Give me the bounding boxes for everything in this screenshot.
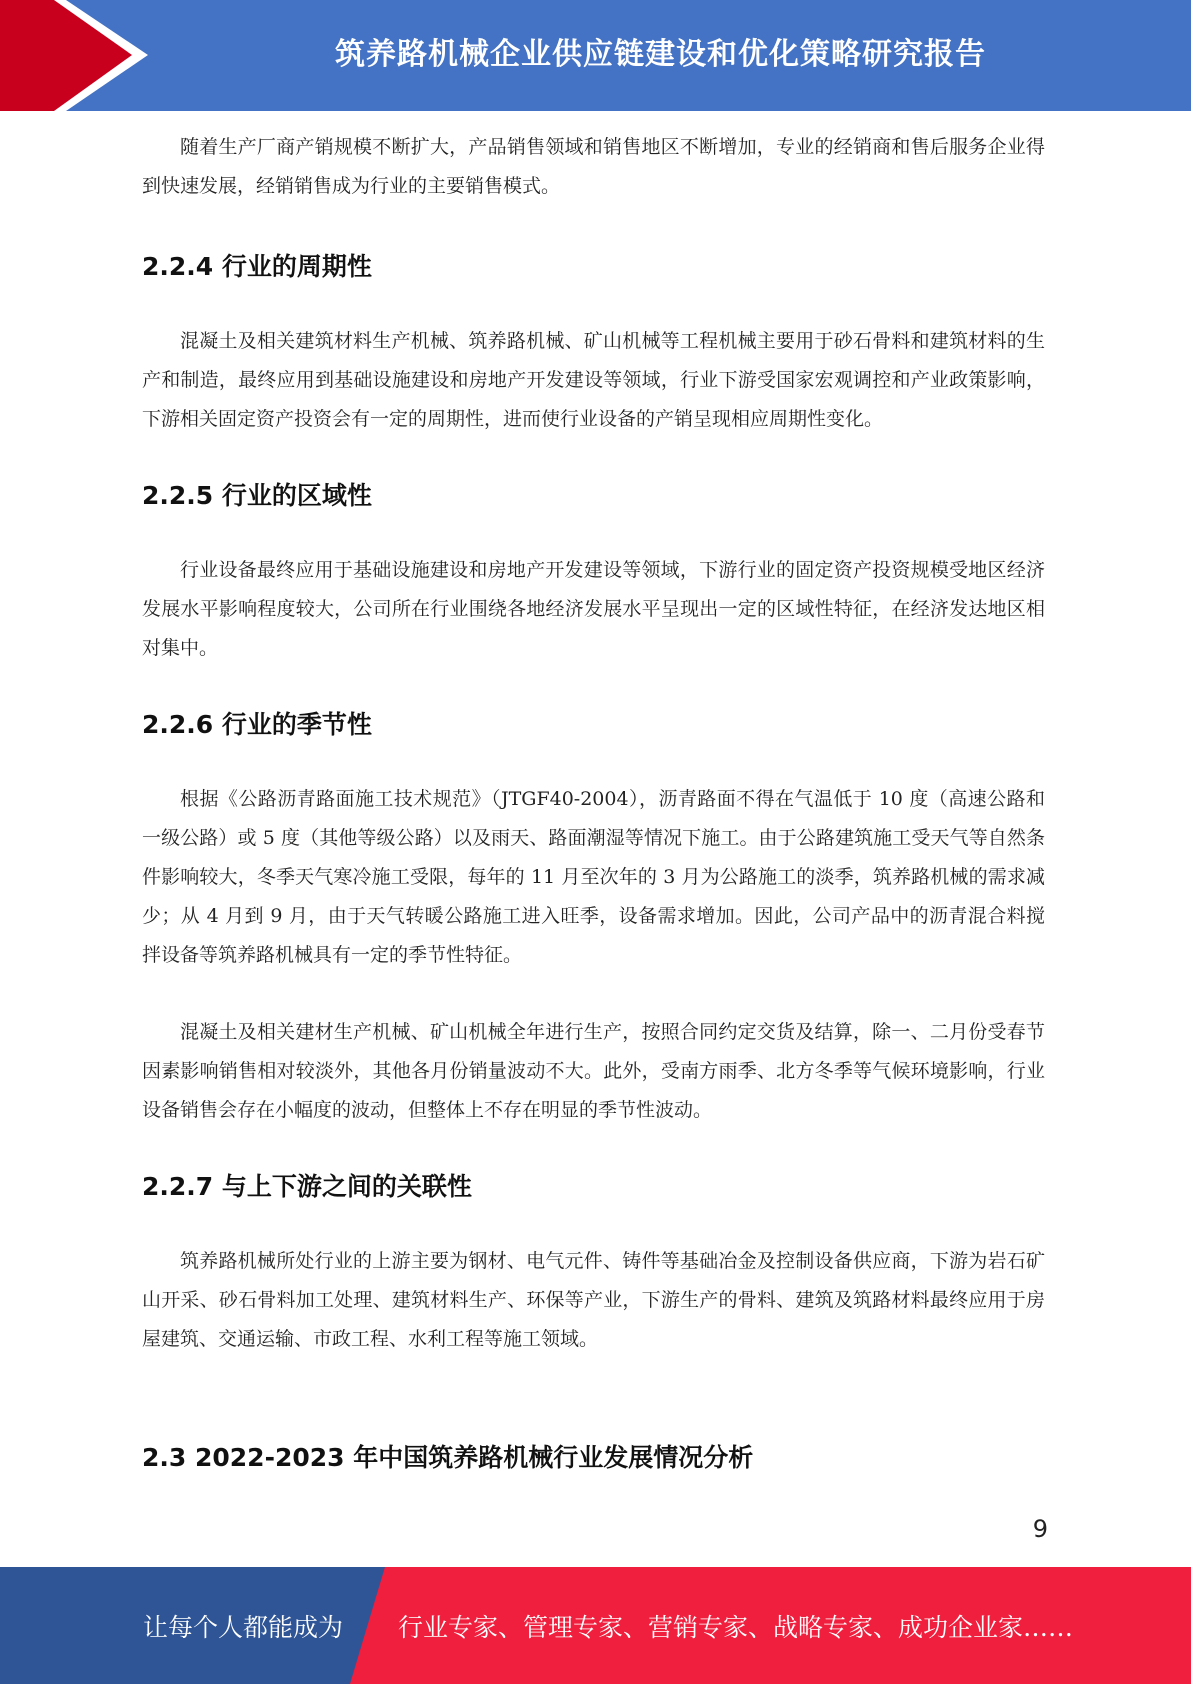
header-chevron-icon	[0, 0, 160, 111]
paragraph-2-2-7: 筑养路机械所处行业的上游主要为钢材、电气元件、铸件等基础冶金及控制设备供应商，下游为岩石矿山开采、砂石骨料加工处理、建筑材料生产、环保等产业，下游生产的骨料、建筑及筑路材料最终应用于房屋建筑、交通运输、市政工程、水利工程等施工领域。	[142, 1250, 1045, 1350]
section-heading-2-2-5: 2.2.5 行业的区域性	[142, 481, 372, 510]
page-number: 9	[1032, 1515, 1048, 1543]
footer-slogan-left: 让每个人都能成为	[143, 1612, 344, 1642]
page-footer	[0, 1567, 1191, 1684]
section-heading-2-3: 2.3 2022-2023 年中国筑养路机械行业发展情况分析	[142, 1443, 754, 1472]
paragraph-2-2-4: 混凝土及相关建筑材料生产机械、筑养路机械、矿山机械等工程机械主要用于砂石骨料和建筑材料的生产和制造，最终应用到基础设施建设和房地产开发建设等领域，行业下游受国家宏观调控和产业政策影响，下游相关固定资产投资会有一定的周期性，进而使行业设备的产销呈现相应周期性变化。	[142, 330, 1045, 430]
paragraph-2-2-5: 行业设备最终应用于基础设施建设和房地产开发建设等领域，下游行业的固定资产投资规模受地区经济发展水平影响程度较大，公司所在行业围绕各地经济发展水平呈现出一定的区域性特征，在经济发达地区相对集中。	[142, 559, 1045, 659]
section-heading-2-2-6: 2.2.6 行业的季节性	[142, 710, 372, 739]
page-content	[142, 128, 1045, 1475]
section-heading-2-2-7: 2.2.7 与上下游之间的关联性	[142, 1172, 472, 1201]
page-header	[0, 0, 1191, 111]
paragraph-2-2-6-b: 混凝土及相关建材生产机械、矿山机械全年进行生产，按照合同约定交货及结算，除一、二月份受春节因素影响销售相对较淡外，其他各月份销量波动不大。此外，受南方雨季、北方冬季等气候环境影响，行业设备销售会存在小幅度的波动，但整体上不存在明显的季节性波动。	[142, 1021, 1045, 1121]
paragraph-2-2-6-a: 根据《公路沥青路面施工技术规范》（JTGF40-2004），沥青路面不得在气温低于 10 度（高速公路和一级公路）或 5 度（其他等级公路）以及雨天、路面潮湿等情况下施工。由于公路建筑施工受天气等自然条件影响较大，冬季天气寒冷施工受限，每年的 11 月至次年的 3 月为公路施工的淡季，筑养路机械的需求减少；从 4 月到 9 月，由于天气转暖公路施工进入旺季，设备需求增加。因此，公司产品中的沥青混合料搅拌设备等筑养路机械具有一定的季节性特征。	[142, 788, 1045, 966]
footer-slogan-right: 行业专家、管理专家、营销专家、战略专家、成功企业家……	[398, 1612, 1074, 1642]
section-heading-2-2-4: 2.2.4 行业的周期性	[142, 252, 372, 281]
report-title: 筑养路机械企业供应链建设和优化策略研究报告	[335, 37, 986, 72]
intro-paragraph: 随着生产厂商产销规模不断扩大，产品销售领域和销售地区不断增加，专业的经销商和售后服务企业得到快速发展，经销销售成为行业的主要销售模式。	[142, 136, 1045, 197]
